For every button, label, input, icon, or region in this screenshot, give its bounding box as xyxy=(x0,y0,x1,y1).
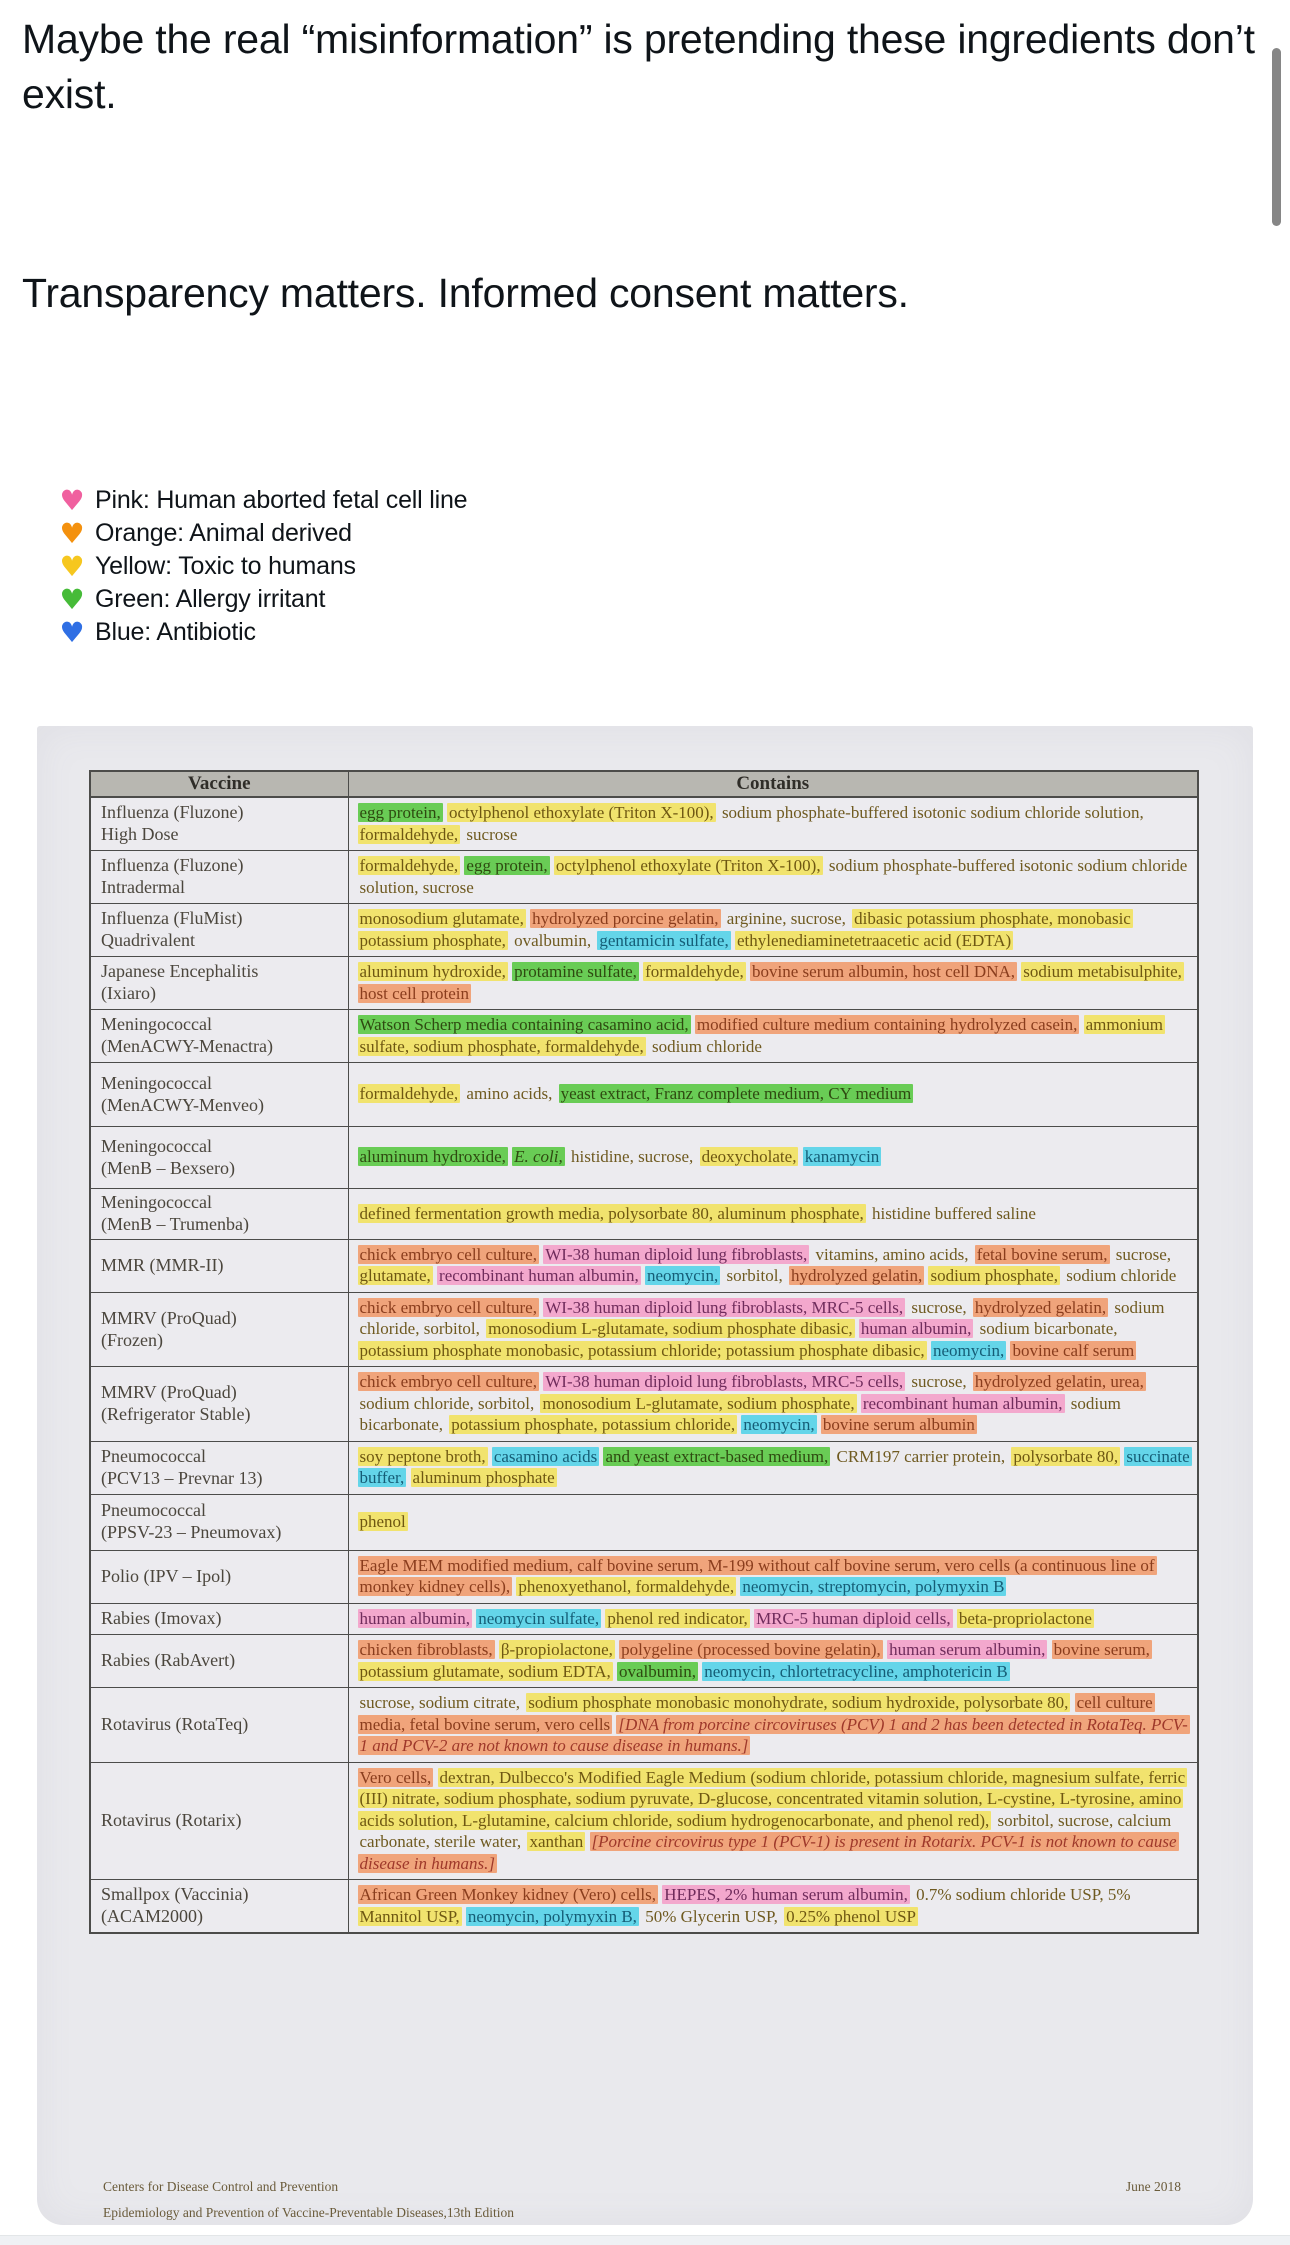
legend-label: Green: Allergy irritant xyxy=(95,585,326,613)
ingredient-segment: E. coli, xyxy=(514,1147,563,1167)
vaccine-cell: Rotavirus (Rotarix) xyxy=(90,1762,348,1880)
ingredient-segment: [Porcine circovirus type 1 (PCV-1) is present in Rotarix. PCV-1 is not known to cause disease in humans.] xyxy=(359,1832,1177,1873)
contains-cell xyxy=(348,1189,1198,1240)
legend-item xyxy=(55,517,467,550)
legend-item xyxy=(55,484,467,517)
ingredient-segment: monosodium L-glutamate, sodium phosphate dibasic, xyxy=(488,1319,853,1339)
ingredient-segment: potassium glutamate, sodium EDTA, xyxy=(359,1661,611,1681)
table-row xyxy=(90,904,1198,957)
ingredient-segment: sucrose xyxy=(466,824,518,844)
green-heart-icon: ♥ xyxy=(59,582,85,616)
ingredient-segment: WI-38 human diploid lung fibroblasts, xyxy=(545,1244,808,1264)
ingredient-segment: hydrolyzed gelatin, xyxy=(974,1297,1107,1317)
ingredient-segment: Vero cells, xyxy=(359,1767,432,1787)
contains-cell xyxy=(348,1635,1198,1688)
table-header-row xyxy=(90,771,1198,797)
ingredient-segment: sodium phosphate-buffered isotonic sodium chloride solution, sucrose xyxy=(359,856,1188,897)
ingredient-segment: and yeast extract-based medium, xyxy=(605,1446,829,1466)
ingredient-segment: polygeline (processed bovine gelatin), xyxy=(621,1640,881,1660)
ingredient-segment: histidine, sucrose, xyxy=(571,1147,694,1167)
ingredient-segment: neomycin, xyxy=(646,1266,719,1286)
vaccine-ingredients-table xyxy=(89,770,1199,1934)
ingredient-segment: MRC-5 human diploid cells, xyxy=(756,1608,951,1628)
ingredient-segment: Watson Scherp media containing casamino acid, xyxy=(359,1015,689,1034)
ingredient-segment: formaldehyde, xyxy=(359,856,459,875)
contains-cell xyxy=(348,957,1198,1010)
ingredient-segment: hydrolyzed porcine gelatin, xyxy=(532,909,719,928)
ingredient-segment: sucrose, xyxy=(1115,1244,1172,1264)
table-row xyxy=(90,851,1198,904)
ingredient-segment: sodium chloride, sorbitol, xyxy=(359,1297,1165,1339)
ingredient-segment: bovine serum albumin xyxy=(822,1415,975,1435)
ingredient-segment: hydrolyzed gelatin, xyxy=(790,1266,923,1286)
blue-heart-icon: ♥ xyxy=(59,615,85,649)
ingredient-segment: xanthan xyxy=(529,1832,584,1852)
orange-heart-icon: ♥ xyxy=(59,516,85,550)
ingredient-segment: glutamate, xyxy=(359,1266,431,1286)
ingredient-segment: ovalbumin, xyxy=(619,1661,696,1681)
ingredient-segment: sorbitol, sucrose, calcium carbonate, sterile water, xyxy=(359,1810,1172,1852)
contains-cell xyxy=(348,1441,1198,1494)
ingredient-segment: human albumin, xyxy=(860,1319,972,1339)
contains-cell xyxy=(348,1762,1198,1880)
table-row xyxy=(90,1292,1198,1367)
table-row xyxy=(90,1441,1198,1494)
document-footer xyxy=(103,2174,1181,2225)
contains-cell xyxy=(348,1603,1198,1635)
table-row xyxy=(90,1010,1198,1063)
ingredient-segment: formaldehyde, xyxy=(359,824,459,844)
table-row xyxy=(90,1127,1198,1189)
ingredient-segment: sodium chloride xyxy=(1066,1266,1177,1286)
column-header-contains: Contains xyxy=(348,771,1198,797)
ingredient-segment: HEPES, 2% human serum albumin, xyxy=(664,1885,908,1905)
legend-label: Yellow: Toxic to humans xyxy=(95,552,356,580)
ingredient-segment: arginine, sucrose, xyxy=(726,909,846,928)
ingredient-segment: neomycin sulfate, xyxy=(478,1608,600,1628)
ingredient-segment: host cell protein xyxy=(359,983,470,1003)
ingredient-segment: monosodium L-glutamate, sodium phosphate, xyxy=(542,1393,855,1413)
ingredient-segment: phenol red indicator, xyxy=(607,1608,748,1628)
ingredient-segment: CRM197 carrier protein, xyxy=(836,1446,1006,1466)
contains-cell xyxy=(348,1063,1198,1127)
ingredient-segment: ovalbumin, xyxy=(514,930,592,950)
ingredient-segment: neomycin, streptomycin, polymyxin B xyxy=(742,1577,1005,1597)
ingredient-segment: defined fermentation growth media, polysorbate 80, aluminum phosphate, xyxy=(359,1203,864,1223)
ingredient-segment: neomycin, xyxy=(932,1340,1005,1360)
ingredient-segment: WI-38 human diploid lung fibroblasts, MRC-5 cells, xyxy=(545,1297,904,1317)
ingredient-segment: ethylenediaminetetraacetic acid (EDTA) xyxy=(736,930,1012,950)
ingredient-segment: egg protein, xyxy=(466,856,548,875)
contains-cell xyxy=(348,1550,1198,1603)
ingredient-segment: chicken fibroblasts, xyxy=(359,1640,493,1660)
ingredient-segment: aluminum hydroxide, xyxy=(359,962,506,981)
contains-cell xyxy=(348,851,1198,904)
vaccine-cell: Meningococcal (MenB – Trumenba) xyxy=(90,1189,348,1240)
contains-cell xyxy=(348,1292,1198,1367)
table-row xyxy=(90,1063,1198,1127)
ingredient-segment: yeast extract, Franz complete medium, CY medium xyxy=(560,1084,912,1104)
table-row xyxy=(90,1550,1198,1603)
ingredient-segment: sodium chloride, sorbitol, xyxy=(359,1393,535,1413)
ingredient-segment: sodium bicarbonate, xyxy=(979,1319,1118,1339)
vaccine-cell: Rotavirus (RotaTeq) xyxy=(90,1688,348,1763)
yellow-heart-icon: ♥ xyxy=(59,549,85,583)
ingredient-segment: sucrose, xyxy=(911,1372,967,1392)
table-row xyxy=(90,1762,1198,1880)
ingredient-segment: sodium bicarbonate, xyxy=(359,1393,1121,1435)
table-row xyxy=(90,797,1198,851)
table-row xyxy=(90,1494,1198,1550)
table-row xyxy=(90,957,1198,1010)
contains-cell xyxy=(348,797,1198,851)
ingredient-segment: kanamycin xyxy=(804,1147,880,1167)
ingredient-segment: polysorbate 80, xyxy=(1013,1446,1119,1466)
vaccine-cell: MMRV (ProQuad) (Frozen) xyxy=(90,1292,348,1367)
contains-cell xyxy=(348,1010,1198,1063)
ingredient-segment: potassium phosphate, potassium chloride, xyxy=(451,1415,736,1435)
ingredient-segment: aluminum hydroxide, xyxy=(359,1147,506,1167)
ingredient-segment: formaldehyde, xyxy=(359,1084,459,1104)
ingredient-segment: monosodium glutamate, xyxy=(359,909,524,928)
ingredient-segment: beta-propriolactone xyxy=(958,1608,1092,1628)
ingredient-segment: phenol xyxy=(359,1512,406,1532)
table-row xyxy=(90,1688,1198,1763)
table-row xyxy=(90,1239,1198,1292)
vaccine-cell: Japanese Encephalitis (Ixiaro) xyxy=(90,957,348,1010)
ingredient-segment: human albumin, xyxy=(359,1608,470,1628)
pink-heart-icon: ♥ xyxy=(59,483,85,517)
ingredient-segment: octylphenol ethoxylate (Triton X-100), xyxy=(448,803,714,822)
ingredient-segment: gentamicin sulfate, xyxy=(599,930,729,950)
contains-cell xyxy=(348,1494,1198,1550)
ingredient-segment: ammonium sulfate, sodium phosphate, formaldehyde, xyxy=(359,1015,1164,1056)
footer-source-line2: Epidemiology and Prevention of Vaccine-Preventable Diseases,13th Edition xyxy=(103,2204,515,2220)
ingredient-segment: neomycin, xyxy=(743,1415,815,1435)
ingredient-segment: aluminum phosphate xyxy=(412,1468,555,1488)
vaccine-cell: MMR (MMR-II) xyxy=(90,1239,348,1292)
ingredient-segment: sodium metabisulphite, xyxy=(1023,962,1182,981)
ingredient-segment: WI-38 human diploid lung fibroblasts, MRC-5 cells, xyxy=(545,1372,904,1392)
footer-source xyxy=(103,2174,514,2225)
ingredient-segment: African Green Monkey kidney (Vero) cells, xyxy=(359,1885,656,1905)
ingredient-segment: sodium phosphate, xyxy=(930,1266,1058,1286)
ingredient-segment: chick embryo cell culture, xyxy=(359,1372,537,1392)
vaccine-cell: Influenza (FluMist) Quadrivalent xyxy=(90,904,348,957)
ingredient-segment: casamino acids xyxy=(493,1446,598,1466)
ingredient-segment: [DNA from porcine circoviruses (PCV) 1 and 2 has been detected in RotaTeq. PCV-1 and PCV-2 are not known to cause disease in humans.] xyxy=(359,1714,1188,1756)
ingredient-segment: neomycin, chlortetracycline, amphotericin B xyxy=(704,1661,1008,1681)
post-paragraph-1: Maybe the real “misinformation” is pretending these ingredients don’t exist. xyxy=(22,16,1255,117)
ingredient-segment: dextran, Dulbecco's Modified Eagle Medium (sodium chloride, potassium chloride, magnesium sulfate, ferric (III) nitrate, sodium phosphate, sodium pyruvate, D-glucose, concentrated vitamin solution, L-cystine, L-tyrosine, amino acids solution, L-glutamine, calcium chloride, sodium hydrogenocarbonate, and phenol red), xyxy=(359,1767,1186,1830)
table-row xyxy=(90,1880,1198,1934)
vaccine-cell: Meningococcal (MenACWY-Menactra) xyxy=(90,1010,348,1063)
vaccine-table-body xyxy=(90,797,1198,1933)
contains-cell xyxy=(348,1688,1198,1763)
vaccine-cell: Pneumococcal (PPSV-23 – Pneumovax) xyxy=(90,1494,348,1550)
ingredient-segment: egg protein, xyxy=(359,803,441,822)
ingredient-segment: phenoxyethanol, formaldehyde, xyxy=(518,1577,735,1597)
ingredient-segment: chick embryo cell culture, xyxy=(359,1297,537,1317)
vaccine-cell: Rabies (Imovax) xyxy=(90,1603,348,1635)
ingredient-segment: formaldehyde, xyxy=(645,962,744,981)
vaccine-cell: MMRV (ProQuad) (Refrigerator Stable) xyxy=(90,1367,348,1442)
contains-cell xyxy=(348,904,1198,957)
legend xyxy=(55,484,467,649)
vaccine-cell: Rabies (RabAvert) xyxy=(90,1635,348,1688)
table-row xyxy=(90,1635,1198,1688)
ingredient-segment: sodium phosphate monobasic monohydrate, sodium hydroxide, polysorbate 80, xyxy=(528,1693,1069,1713)
ingredient-segment: bovine serum, xyxy=(1053,1640,1150,1660)
ingredient-segment: amino acids, xyxy=(466,1084,553,1104)
ingredient-segment: sodium chloride xyxy=(651,1036,762,1056)
vaccine-cell: Pneumococcal (PCV13 – Prevnar 13) xyxy=(90,1441,348,1494)
vaccine-cell: Smallpox (Vaccinia) (ACAM2000) xyxy=(90,1880,348,1934)
ingredient-segment: neomycin, polymyxin B, xyxy=(467,1906,637,1926)
contains-cell xyxy=(348,1880,1198,1934)
ingredient-segment: Eagle MEM modified medium, calf bovine serum, M-199 without calf bovine serum, vero cells (a continuous line of monkey kidney cells), xyxy=(359,1555,1155,1597)
legend-label: Pink: Human aborted fetal cell line xyxy=(95,486,468,514)
attached-image-vaccine-table[interactable] xyxy=(37,726,1253,2225)
ingredient-segment: β-propiolactone, xyxy=(500,1640,613,1660)
ingredient-segment: dibasic potassium phosphate, monobasic potassium phosphate, xyxy=(359,909,1131,950)
legend-label: Orange: Animal derived xyxy=(95,519,352,547)
ingredient-segment: hydrolyzed gelatin, urea, xyxy=(974,1372,1144,1392)
footer-date: June 2018 xyxy=(1125,2179,1181,2194)
contains-cell xyxy=(348,1239,1198,1292)
footer-source-line1: Centers for Disease Control and Prevention xyxy=(103,2179,339,2194)
ingredient-segment: fetal bovine serum, xyxy=(976,1244,1108,1264)
ingredient-segment: human serum albumin, xyxy=(889,1640,1046,1660)
post-paragraph-2: Transparency matters. Informed consent matters. xyxy=(22,270,909,316)
bottom-divider xyxy=(0,2235,1290,2245)
ingredient-segment: 50% Glycerin USP, xyxy=(645,1906,778,1926)
ingredient-segment: sucrose, sodium citrate, xyxy=(359,1693,521,1713)
ingredient-segment: octylphenol ethoxylate (Triton X-100), xyxy=(555,856,821,875)
ingredient-segment: sucrose, xyxy=(911,1297,967,1317)
ingredient-segment: 0.25% phenol USP xyxy=(786,1906,917,1926)
ingredient-segment: protamine sulfate, xyxy=(514,962,637,981)
ingredient-segment: potassium phosphate monobasic, potassium chloride; potassium phosphate dibasic, xyxy=(359,1340,925,1360)
ingredient-segment: vitamins, amino acids, xyxy=(815,1244,969,1264)
ingredient-segment: histidine buffered saline xyxy=(871,1203,1036,1223)
ingredient-segment: bovine calf serum xyxy=(1012,1340,1135,1360)
ingredient-segment: deoxycholate, xyxy=(701,1147,797,1167)
ingredient-segment: bovine serum albumin, host cell DNA, xyxy=(752,962,1016,981)
table-row xyxy=(90,1367,1198,1442)
vaccine-cell: Influenza (Fluzone) Intradermal xyxy=(90,851,348,904)
ingredient-segment: sodium phosphate-buffered isotonic sodium chloride solution, xyxy=(721,803,1144,822)
vaccine-cell: Influenza (Fluzone) High Dose xyxy=(90,797,348,851)
contains-cell xyxy=(348,1367,1198,1442)
legend-item xyxy=(55,583,467,616)
ingredient-segment: chick embryo cell culture, xyxy=(359,1244,537,1264)
contains-cell xyxy=(348,1127,1198,1189)
legend-item xyxy=(55,616,467,649)
column-header-vaccine: Vaccine xyxy=(90,771,348,797)
legend-label: Blue: Antibiotic xyxy=(95,618,256,646)
table-row xyxy=(90,1603,1198,1635)
ingredient-segment: recombinant human albumin, xyxy=(439,1266,639,1286)
scrollbar-thumb[interactable] xyxy=(1272,48,1281,226)
ingredient-segment: 0.7% sodium chloride USP, 5% xyxy=(916,1885,1131,1905)
ingredient-segment: cell culture media, fetal bovine serum, vero cells xyxy=(359,1693,1153,1734)
ingredient-segment: soy peptone broth, xyxy=(359,1446,486,1466)
legend-item xyxy=(55,550,467,583)
ingredient-segment: succinate buffer, xyxy=(359,1446,1190,1488)
ingredient-segment: modified culture medium containing hydrolyzed casein, xyxy=(696,1015,1078,1034)
ingredient-segment: sorbitol, xyxy=(726,1266,783,1286)
ingredient-segment: Mannitol USP, xyxy=(359,1906,460,1926)
vaccine-cell: Meningococcal (MenB – Bexsero) xyxy=(90,1127,348,1189)
ingredient-segment: recombinant human albumin, xyxy=(862,1393,1063,1413)
vaccine-cell: Meningococcal (MenACWY-Menveo) xyxy=(90,1063,348,1127)
vaccine-cell: Polio (IPV – Ipol) xyxy=(90,1550,348,1603)
table-row xyxy=(90,1189,1198,1240)
